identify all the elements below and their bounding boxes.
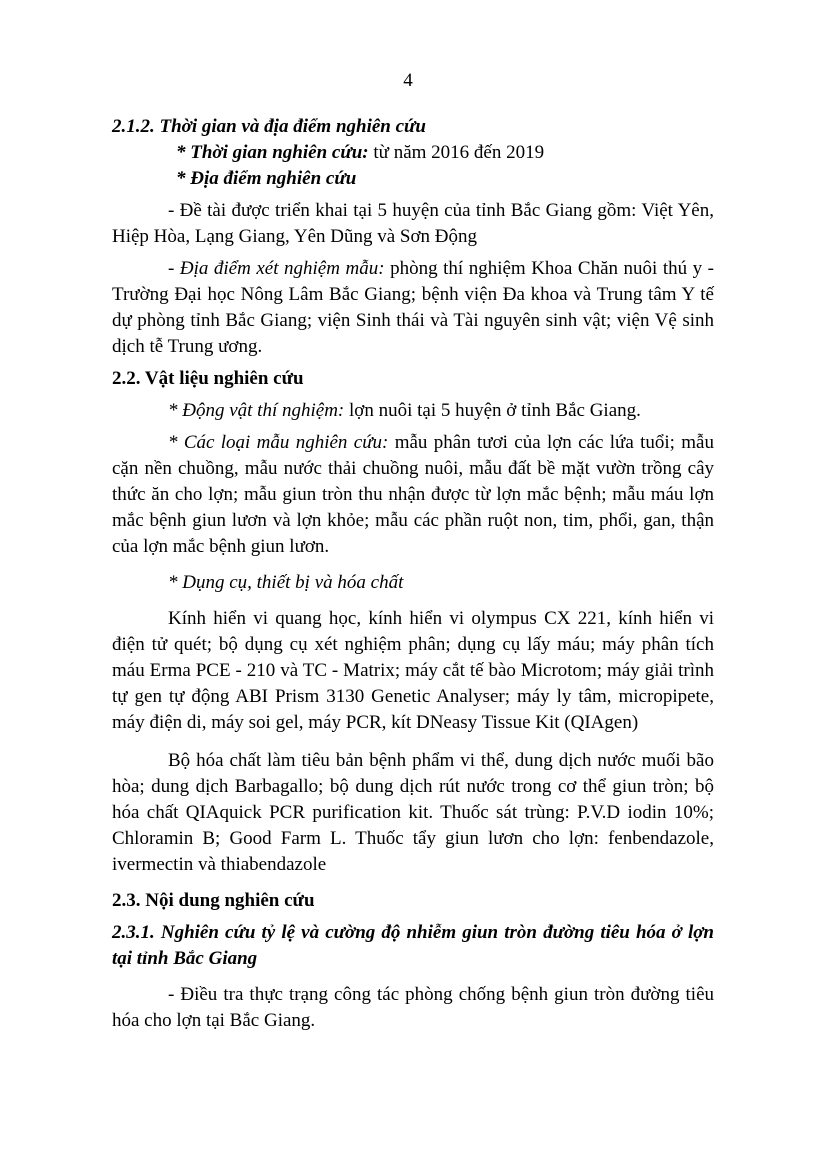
equipment-paragraph: Kính hiển vi quang học, kính hiển vi olympus CX 221, kính hiển vi điện tử quét; bộ dụng cụ xét nghiệm phân; dụng cụ lấy máu; máy phân tích máu Erma PCE - 210 và TC - Matrix; máy cắt tế bào Microtom; máy giải trình tự gen tự động ABI Prism 3130 Genetic Analyser; máy ly tâm, micropipete, máy điện di, máy soi gel, máy PCR, kít DNeasy Tissue Kit (QIAgen)	[112, 608, 714, 733]
sample-types-label: * Các loại mẫu nghiên cứu:	[168, 432, 389, 453]
research-time	[112, 140, 714, 166]
lab-location-paragraph	[112, 256, 714, 360]
page-content	[112, 114, 714, 1034]
research-time-label: * Thời gian nghiên cứu:	[176, 142, 369, 163]
test-animals-label: * Động vật thí nghiệm:	[168, 400, 345, 421]
research-place-paragraph: - Đề tài được triển khai tại 5 huyện của tỉnh Bắc Giang gồm: Việt Yên, Hiệp Hòa, Lạng Giang, Yên Dũng và Sơn Động	[112, 200, 714, 247]
equipment-label: * Dụng cụ, thiết bị và hóa chất	[168, 572, 404, 593]
heading-2-1-2: 2.1.2. Thời gian và địa điểm nghiên cứu	[112, 116, 426, 137]
lab-location-text: phòng thí nghiệm Khoa Chăn nuôi thú y - Trường Đại học Nông Lâm Bắc Giang; bệnh viện Đa khoa và Trung tâm Y tế dự phòng tỉnh Bắc Giang; viện Sinh thái và Tài nguyên sinh vật; viện Vệ sinh dịch tễ Trung ương.	[112, 258, 715, 357]
test-animals-paragraph	[112, 398, 714, 424]
research-place-label: * Địa điểm nghiên cứu	[176, 168, 357, 189]
survey-paragraph: - Điều tra thực trạng công tác phòng chống bệnh giun tròn đường tiêu hóa cho lợn tại Bắc Giang.	[112, 984, 714, 1031]
heading-2-2: 2.2. Vật liệu nghiên cứu	[112, 368, 304, 389]
heading-2-3: 2.3. Nội dung nghiên cứu	[112, 890, 315, 911]
lab-location-label: - Địa điểm xét nghiệm mẫu:	[168, 258, 385, 279]
chemicals-paragraph: Bộ hóa chất làm tiêu bản bệnh phẩm vi thể, dung dịch nước muối bão hòa; dung dịch Barbagallo; bộ dung dịch rút nước trong cơ thể giun tròn; bộ hóa chất QIAquick PCR purification kit. Thuốc sát trùng: P.V.D iodin 10%; Chloramin B; Good Farm L. Thuốc tẩy giun lươn cho lợn: fenbendazole, ivermectin và thiabendazole	[112, 750, 714, 875]
sample-types-paragraph	[112, 430, 714, 560]
test-animals-text: lợn nuôi tại 5 huyện ở tỉnh Bắc Giang.	[344, 400, 641, 421]
heading-2-3-1: 2.3.1. Nghiên cứu tỷ lệ và cường độ nhiễm giun tròn đường tiêu hóa ở lợn tại tỉnh Bắc Giang	[112, 922, 714, 969]
research-time-value: từ năm 2016 đến 2019	[368, 142, 545, 163]
sample-types-text: mẫu phân tươi của lợn các lứa tuổi; mẫu cặn nền chuồng, mẫu nước thải chuồng nuôi, mẫu đất bề mặt vườn trồng cây thức ăn cho lợn; mẫu giun tròn thu nhận được từ lợn mắc bệnh; mẫu máu lợn mắc bệnh giun lươn và lợn khỏe; mẫu các phần ruột non, tim, phổi, gan, thận của lợn mắc bệnh giun lươn.	[112, 432, 714, 557]
page-number: 4	[403, 70, 413, 91]
